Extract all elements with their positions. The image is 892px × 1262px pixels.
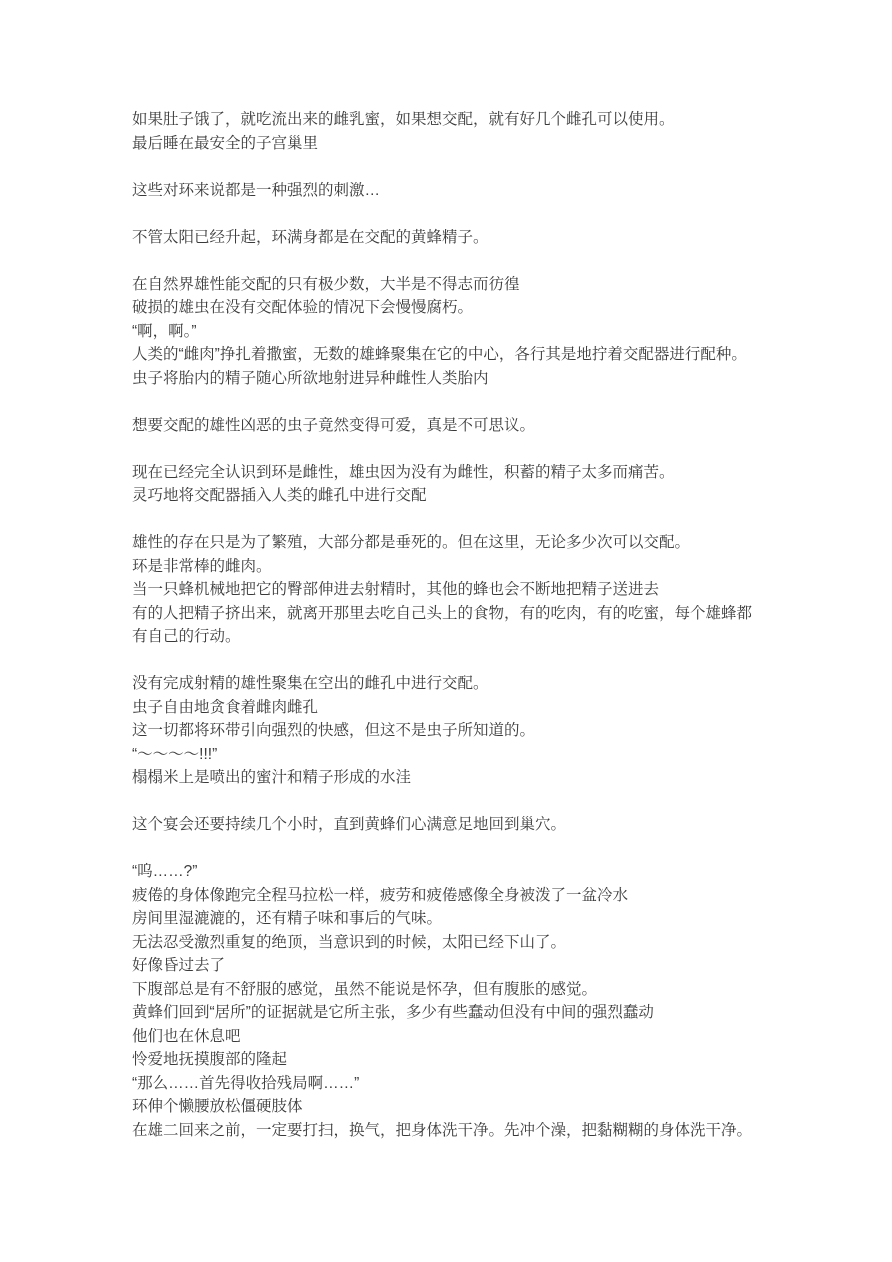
text-line: 虫子将胎内的精子随心所欲地射进异种雌性人类胎内 <box>132 369 489 387</box>
text-line: 下腹部总是有不舒服的感觉，虽然不能说是怀孕，但有腹胀的感觉。 <box>132 980 598 998</box>
text-line: “～～～～!!!” <box>132 745 218 763</box>
text-line <box>132 155 860 179</box>
text-line <box>132 202 860 226</box>
text-line: 最后睡在最安全的子宫巢里 <box>132 134 319 152</box>
text-line: 不管太阳已经升起，环满身都是在交配的黄蜂精子。 <box>132 228 489 246</box>
text-line: 灵巧地将交配器插入人类的雌孔中进行交配 <box>132 487 427 504</box>
text-line: 想要交配的雄性凶恶的虫子竟然变得可爱，真是不可思议。 <box>132 416 536 434</box>
text-line: 黄蜂们回到“居所”的证据就是它所主张，多少有些蠢动但没有中间的强烈蠢动 <box>132 1004 654 1021</box>
text-line: 无法忍受激烈重复的绝顶，当意识到的时候，太阳已经下山了。 <box>132 933 567 951</box>
text-line: 有的人把精子挤出来，就离开那里去吃自己头上的食物，有的吃肉，有的吃蜜，每个雄蜂都 <box>132 604 753 622</box>
document-text-block <box>132 108 860 1142</box>
text-line: 有自己的行动。 <box>132 628 241 645</box>
text-line <box>132 790 860 814</box>
text-line: 人类的“雌肉”挣扎着撒蜜，无数的雄蜂聚集在它的中心，各行其是地拧着交配器进行配种。 <box>132 346 747 363</box>
text-line <box>132 649 860 673</box>
text-line: 疲倦的身体像跑完全程马拉松一样，疲劳和疲倦感像全身被泼了一盆冷水 <box>132 886 629 904</box>
text-line: 这一切都将环带引向强烈的快感，但这不是虫子所知道的。 <box>132 722 536 739</box>
text-line: 好像昏过去了 <box>132 957 226 974</box>
text-line: 雄性的存在只是为了繁殖，大部分都是垂死的。但在这里，无论多少次可以交配。 <box>132 534 691 551</box>
text-line: 榻榻米上是喷出的蜜汁和精子形成的水洼 <box>132 769 412 786</box>
text-line <box>132 437 860 461</box>
text-line: “啊，啊。” <box>132 322 197 340</box>
text-line: 没有完成射精的雄性聚集在空出的雌孔中进行交配。 <box>132 675 489 692</box>
text-line: 这个宴会还要持续几个小时，直到黄蜂们心满意足地回到巢穴。 <box>132 816 567 833</box>
text-line <box>132 390 860 414</box>
text-line <box>132 837 860 861</box>
text-line: 当一只蜂机械地把它的臀部伸进去射精时，其他的蜂也会不断地把精子送进去 <box>132 581 660 598</box>
text-line: 在雄二回来之前，一定要打扫，换气，把身体洗干净。先冲个澡，把黏糊糊的身体洗干净。 <box>132 1121 753 1139</box>
text-line: 他们也在休息吧 <box>132 1027 241 1045</box>
text-line: 破损的雄虫在没有交配体验的情况下会慢慢腐朽。 <box>132 299 474 316</box>
text-line: 在自然界雄性能交配的只有极少数，大半是不得志而彷徨 <box>132 275 520 293</box>
text-line: “那么……首先得收拾残局啊……” <box>132 1074 360 1092</box>
text-line: “呜……?” <box>132 863 198 880</box>
text-line: 现在已经完全认识到环是雌性，雄虫因为没有为雌性，积蓄的精子太多而痛苦。 <box>132 463 675 481</box>
text-line: 环伸个懒腰放松僵硬肢体 <box>132 1098 303 1115</box>
text-line: 这些对环来说都是一种强烈的刺激… <box>132 181 381 199</box>
text-line <box>132 249 860 273</box>
text-line: 虫子自由地贪食着雌肉雌孔 <box>132 698 319 716</box>
text-line: 怜爱地抚摸腹部的隆起 <box>132 1051 288 1068</box>
text-line: 环是非常棒的雌肉。 <box>132 557 272 575</box>
text-line <box>132 508 860 532</box>
text-line: 如果肚子饿了，就吃流出来的雌乳蜜，如果想交配，就有好几个雌孔可以使用。 <box>132 111 675 128</box>
text-line: 房间里湿漉漉的，还有精子味和事后的气味。 <box>132 910 443 927</box>
